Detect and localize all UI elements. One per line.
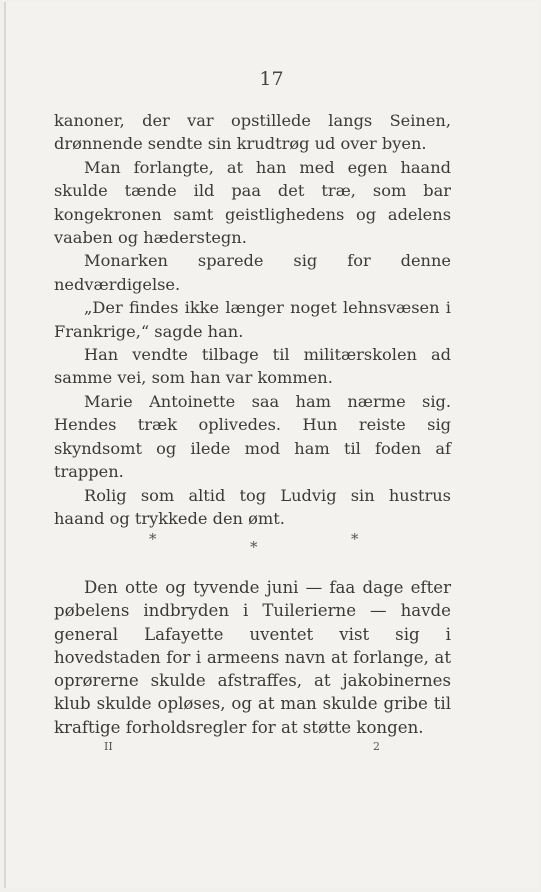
text-section-2 xyxy=(54,576,451,739)
paragraph: Man forlangte, at han med egen haand skulde tænde ild paa det træ, som bar kongekronen samt geistlighedens og adelens vaaben og hæderstegn. xyxy=(54,157,451,248)
text-section-1 xyxy=(54,109,451,530)
paragraph: Monarken sparede sig for denne nedværdigelse. xyxy=(54,251,451,294)
paragraph: Marie Antoinette saa ham nærme sig. Hendes træk oplivedes. Hun reiste sig skyndsomt og ilede mod ham til foden af trappen. xyxy=(54,391,451,482)
paragraph: „Der findes ikke længer noget lehnsvæsen i Frankrige,“ sagde han. xyxy=(54,298,451,341)
paragraph: Rolig som altid tog Ludvig sin hustrus haand og trykkede den ømt. xyxy=(54,485,451,528)
paragraph: Han vendte tilbage til militærskolen ad samme vei, som han var kommen. xyxy=(54,345,451,388)
paragraph: kanoner, der var opstillede langs Seinen, drønnende sendte sin krudtrøg ud over byen. xyxy=(54,111,451,154)
page-number: 17 xyxy=(259,68,284,90)
signature-sheet-mark: 2 xyxy=(373,740,380,753)
signature-volume-mark: II xyxy=(104,740,113,753)
paragraph: Den otte og tyvende juni — faa dage efter pøbelens indbryden i Tuilerierne — havde general Lafayette uventet vist sig i hovedstaden for i armeens navn at forlange, at oprørerne skulde afstraffes, at jakobinernes klub skulde opløses, og at man skulde gribe til kraftige forholdsregler for at støtte kongen. xyxy=(54,578,451,737)
section-separator-asterisk: * xyxy=(149,530,157,548)
section-separator-asterisk: * xyxy=(351,530,359,548)
book-page xyxy=(4,2,539,888)
section-separator-asterisk: * xyxy=(250,538,258,556)
